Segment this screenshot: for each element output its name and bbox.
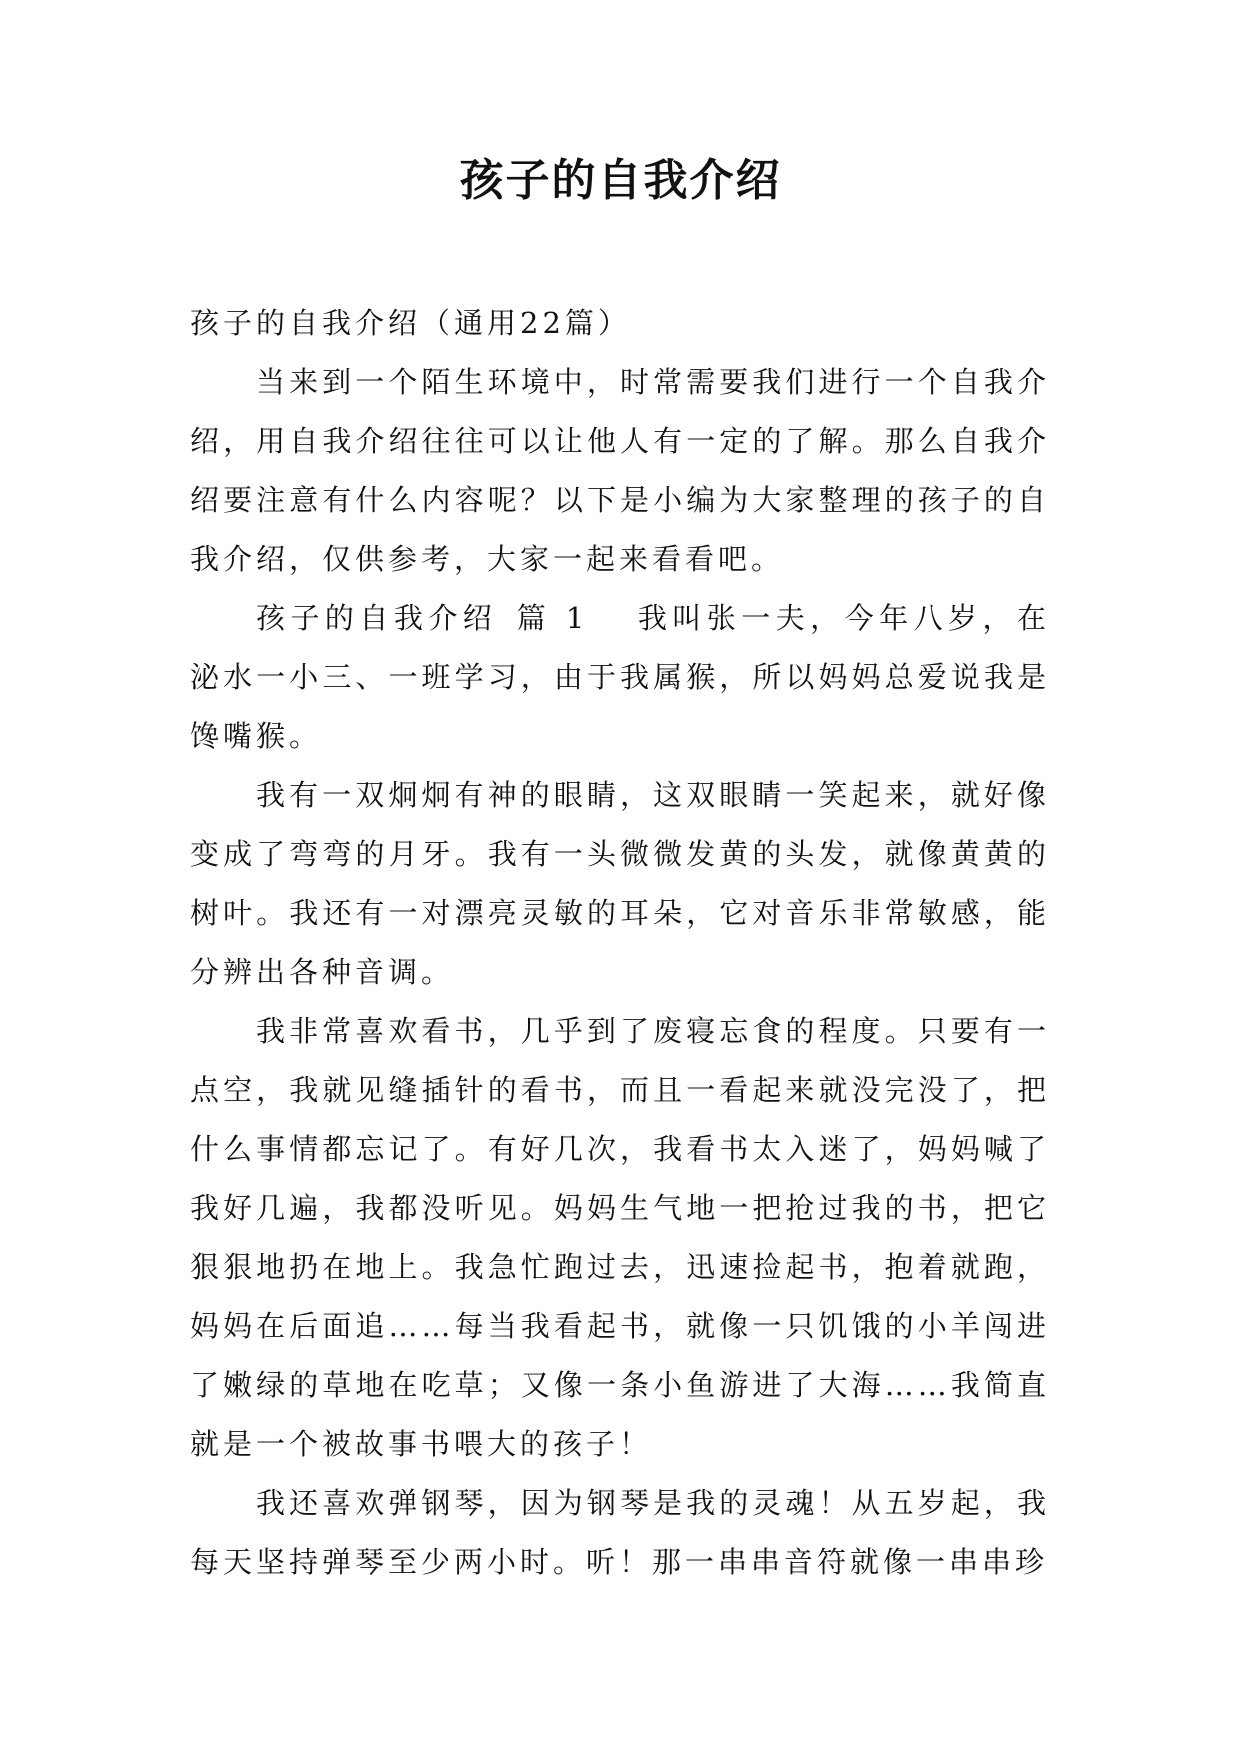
body-paragraph: 我非常喜欢看书，几乎到了废寝忘食的程度。只要有一点空，我就见缝插针的看书，而且一看起来就没完没了，把什么事情都忘记了。有好几次，我看书太入迷了，妈妈喊了我好几遍，我都没听见。妈妈生气地一把抢过我的书，把它狠狠地扔在地上。我急忙跑过去，迅速捡起书，抱着就跑，妈妈在后面追……每当我看起书，就像一只饥饿的小羊闯进了嫩绿的草地在吃草；又像一条小鱼游进了大海……我简直就是一个被故事书喂大的孩子！ <box>190 1014 1050 1461</box>
section-1-paragraph <box>190 589 1050 766</box>
document-title: 孩子的自我介绍 <box>459 155 782 206</box>
document-subtitle: 孩子的自我介绍（通用22篇） <box>190 306 631 340</box>
document-body <box>190 294 1050 1592</box>
body-paragraph: 我还喜欢弹钢琴，因为钢琴是我的灵魂！从五岁起，我每天坚持弹琴至少两小时。听！那一串串音符就像一串串珍 <box>190 1486 1050 1579</box>
intro-paragraph: 当来到一个陌生环境中，时常需要我们进行一个自我介绍，用自我介绍往往可以让他人有一定的了解。那么自我介绍要注意有什么内容呢？以下是小编为大家整理的孩子的自我介绍，仅供参考，大家一起来看看吧。 <box>190 365 1050 576</box>
section-1-text: 我叫张一夫，今年八岁，在泌水一小三、一班学习，由于我属猴，所以妈妈总爱说我是馋嘴猴。 <box>190 601 1050 753</box>
body-paragraph: 我有一双炯炯有神的眼睛，这双眼睛一笑起来，就好像变成了弯弯的月牙。我有一头微微发黄的头发，就像黄黄的树叶。我还有一对漂亮灵敏的耳朵，它对音乐非常敏感，能分辨出各种音调。 <box>190 778 1050 989</box>
section-1-heading: 孩子的自我介绍 <box>256 601 498 635</box>
section-1-number: 篇 1 <box>515 601 589 635</box>
